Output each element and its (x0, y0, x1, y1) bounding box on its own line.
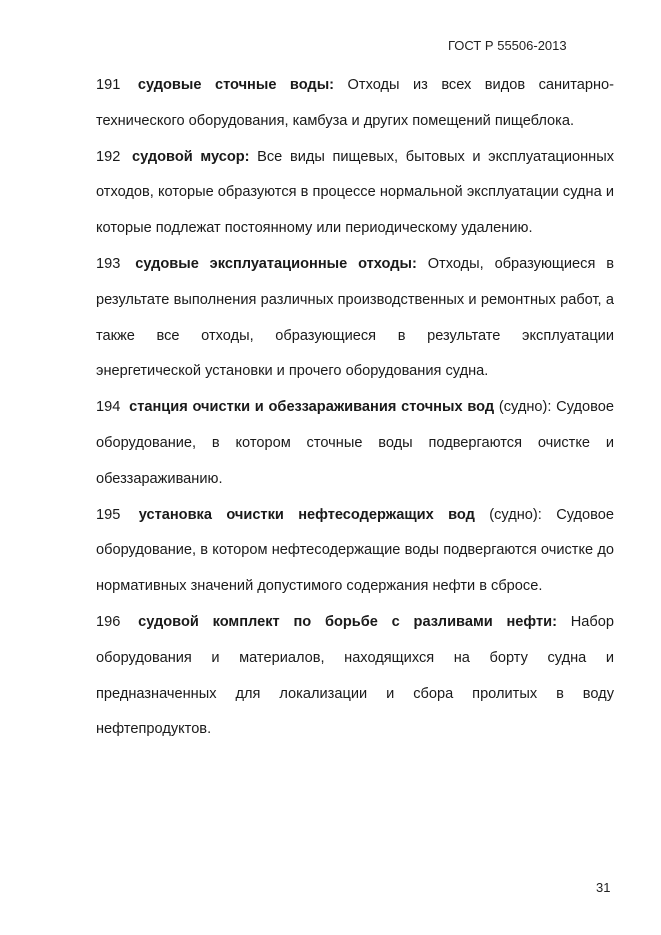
term-name: судовые сточные воды: (137, 77, 335, 93)
term-name: станция очистки и обеззараживания сточных вод (129, 399, 495, 416)
term-name: судовой комплект по борьбе с разливами нефти: (138, 613, 557, 630)
term-entry-194 (96, 390, 614, 497)
page-number: 31 (596, 880, 611, 895)
term-definition: Отходы, образующиеся в результате выполнения различных производственных и ремонтных работ, а также все отходы, образующиеся в результате эксплуатации энергетической установки и прочего оборудования судна. (96, 255, 614, 380)
term-definition: Набор оборудования и материалов, находящихся на борту судна и предназначенных для локализации и сбора пролитых в воду нефтепродуктов. (96, 613, 614, 738)
term-entry-195 (96, 498, 614, 605)
term-qualifier: (судно): (489, 506, 542, 523)
term-qualifier: (судно): (498, 399, 552, 416)
term-number: 193 (96, 255, 121, 272)
term-entry-193 (96, 247, 614, 390)
term-definition: Отходы из всех видов санитарно-технического оборудования, камбуза и других помещений пищеблока. (96, 77, 614, 129)
term-number: 192 (96, 148, 121, 165)
term-entry-191 (96, 68, 614, 140)
term-number: 195 (96, 506, 121, 523)
term-definition: Все виды пищевых, бытовых и эксплуатационных отходов, которые образуются в процессе нормальной эксплуатации судна и которые подлежат постоянному или периодическому удалению. (96, 148, 614, 237)
term-entry-196 (96, 605, 614, 748)
term-definition: Судовое оборудование, в котором сточные воды подвергаются очистке и обеззараживанию. (96, 399, 614, 487)
term-name: судовые эксплуатационные отходы: (135, 255, 417, 272)
term-definition: Судовое оборудование, в котором нефтесодержащие воды подвергаются очистке до нормативных значений допустимого содержания нефти в сбросе. (96, 506, 614, 595)
term-name: установка очистки нефтесодержащих вод (138, 506, 475, 523)
term-name: судовой мусор: (132, 148, 250, 165)
term-number: 194 (96, 399, 121, 416)
term-number: 191 (96, 77, 121, 93)
term-number: 196 (96, 613, 121, 630)
term-entry-192 (96, 140, 614, 247)
document-code-header: ГОСТ Р 55506-2013 (448, 38, 567, 53)
terms-list (96, 68, 614, 748)
